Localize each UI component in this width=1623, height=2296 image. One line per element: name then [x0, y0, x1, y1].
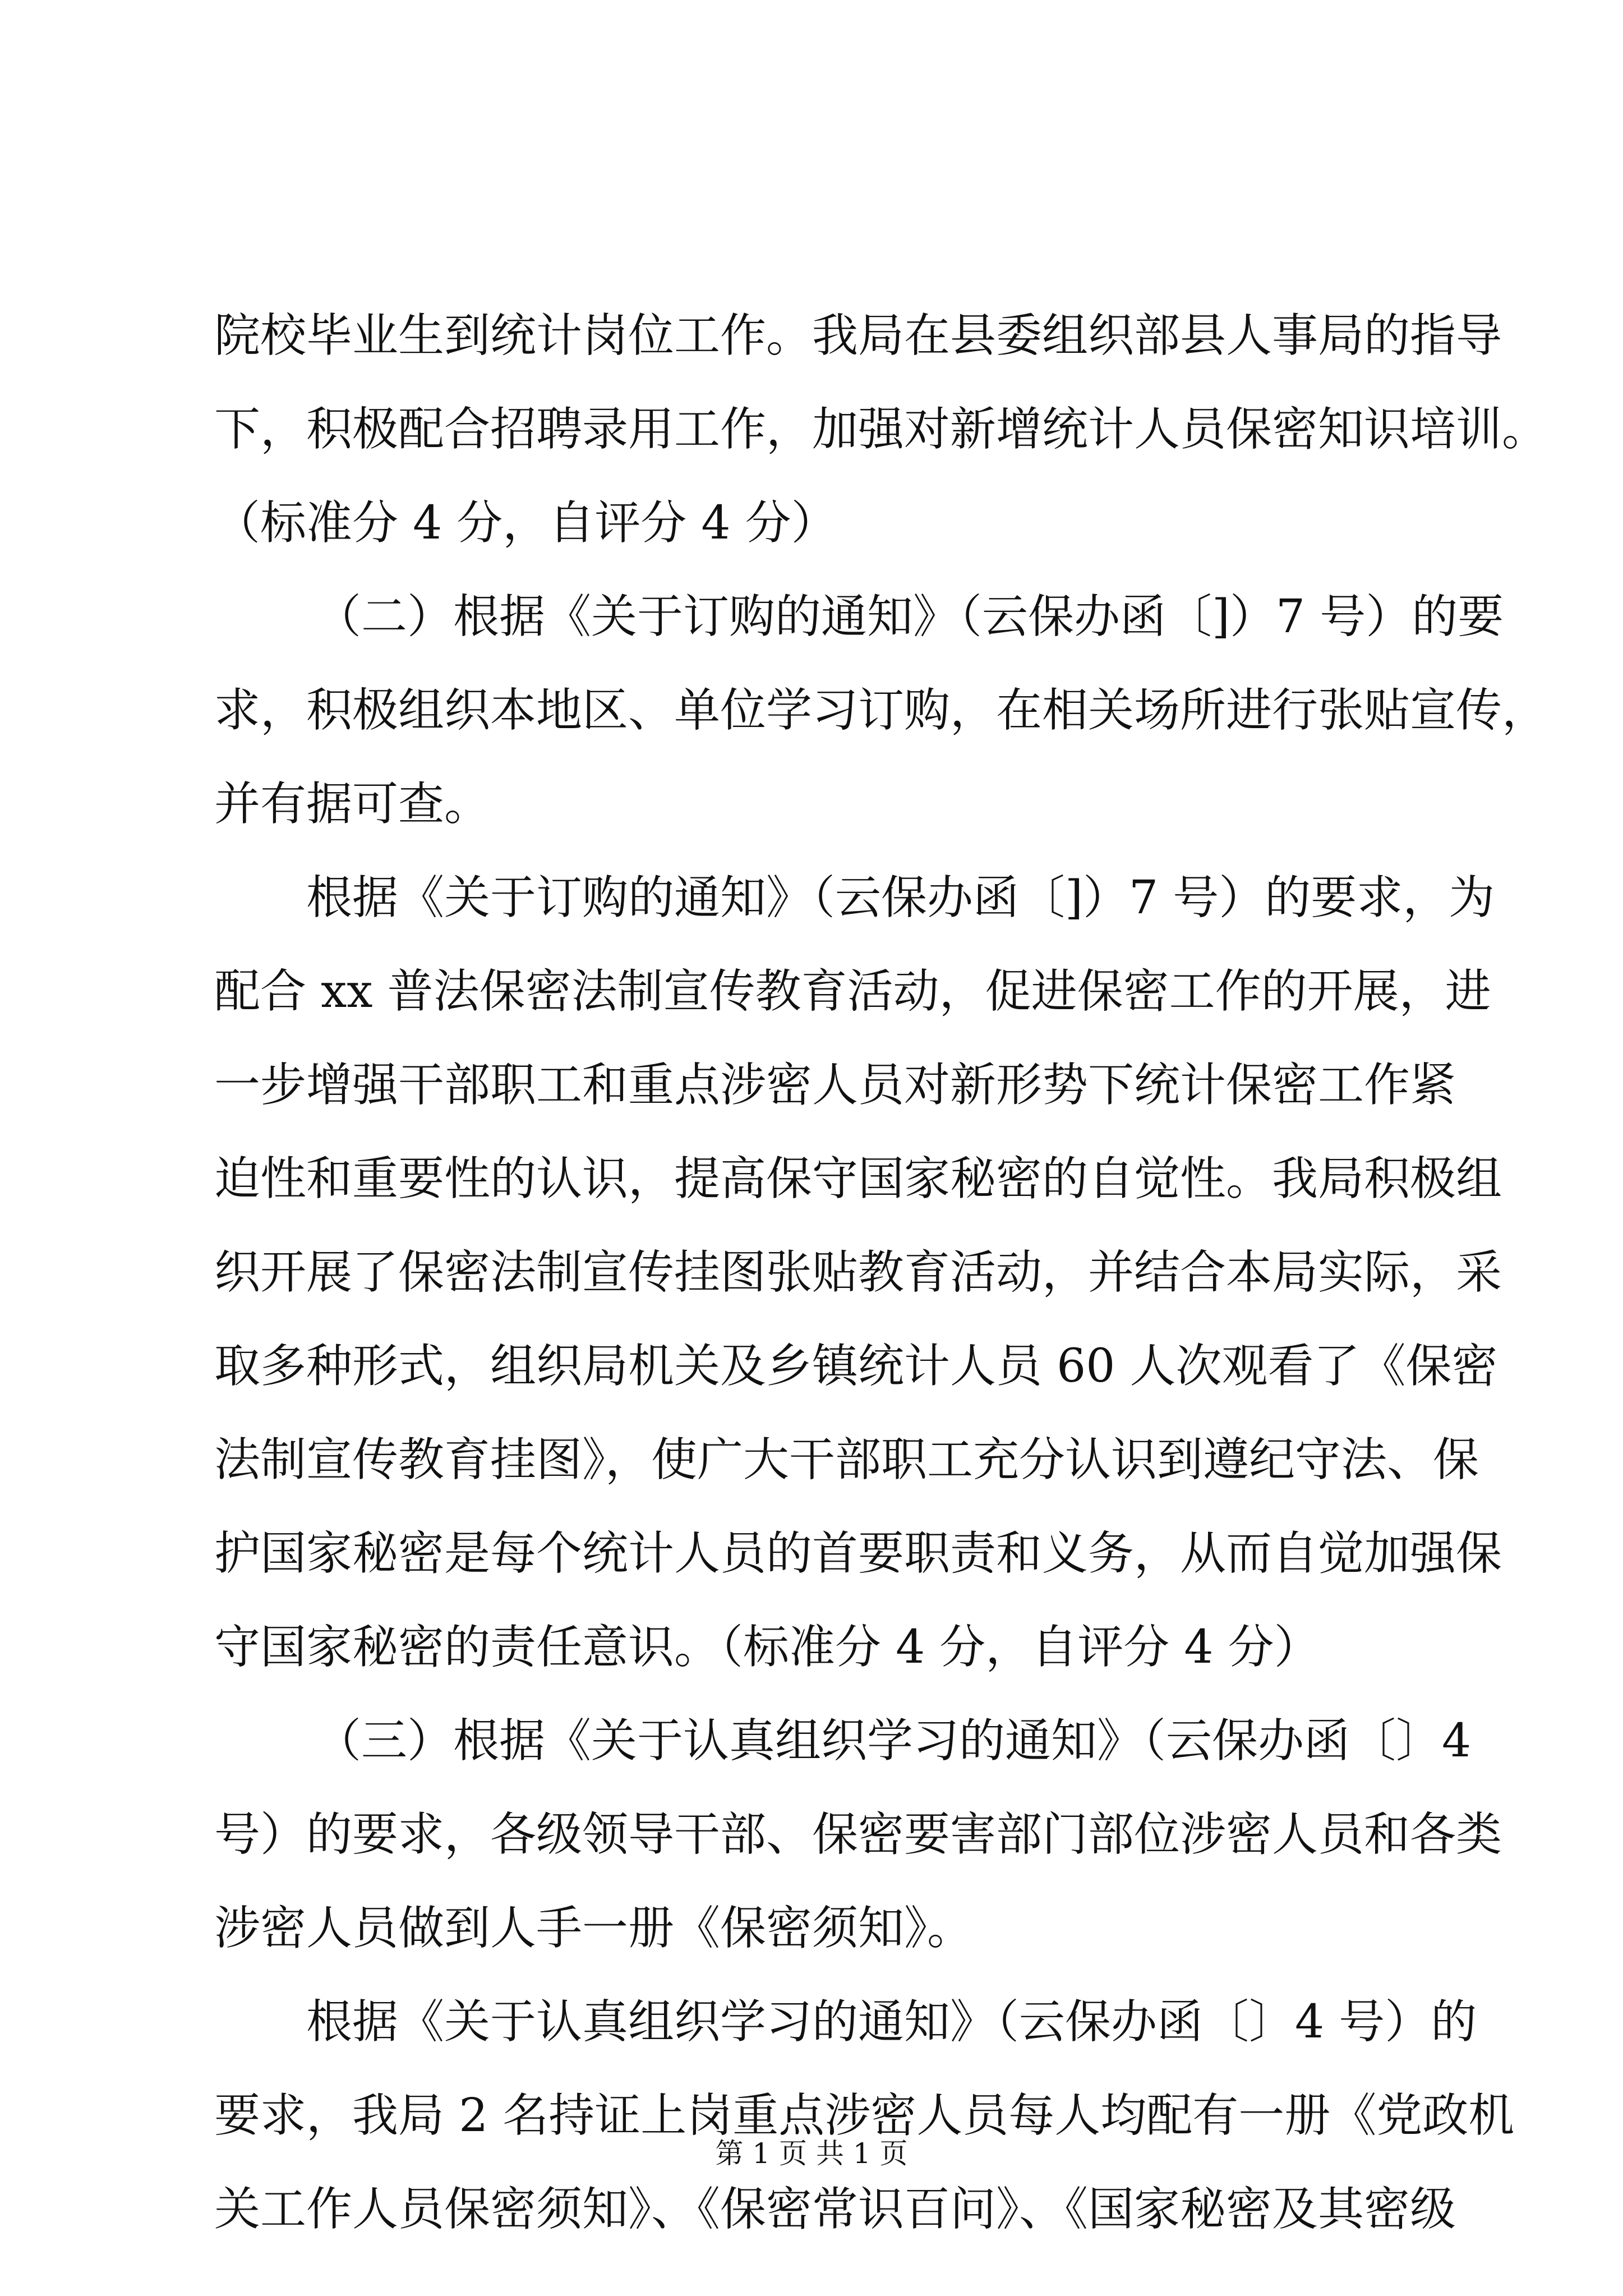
- text-line: 涉密人员做到人手一册《保密须知》。: [214, 1902, 974, 1955]
- text-line: （标准分 4 分，自评分 4 分）: [214, 496, 837, 550]
- text-line: 要求，我局 2 名持证上岗重点涉密人员每人均配有一册《党政机: [214, 2089, 1515, 2142]
- text-line: 院校毕业生到统计岗位工作。我局在县委组织部县人事局的指导: [214, 309, 1502, 362]
- section-heading-line: （二）根据《关于订购的通知》（云保办函〔]）7 号）的要: [315, 590, 1504, 643]
- text-line: 织开展了保密法制宣传挂图张贴教育活动，并结合本局实际，采: [214, 1246, 1502, 1299]
- text-line: 并有据可查。: [214, 777, 491, 831]
- text-line: 法制宣传教育挂图》，使广大干部职工充分认识到遵纪守法、保: [214, 1433, 1479, 1487]
- paragraph-first-line: 根据《关于认真组织学习的通知》（云保办函〔〕4 号）的: [306, 1995, 1477, 2049]
- text-line: 求，积极组织本地区、单位学习订购，在相关场所进行张贴宣传，: [214, 684, 1548, 737]
- section-heading-line: （三）根据《关于认真组织学习的通知》（云保办函〔〕4: [315, 1714, 1472, 1768]
- text-line: 护国家秘密是每个统计人员的首要职责和义务，从而自觉加强保: [214, 1527, 1502, 1580]
- text-line: 号）的要求，各级领导干部、保密要害部门部位涉密人员和各类: [214, 1808, 1502, 1861]
- text-line: 守国家秘密的责任意识。（标准分 4 分，自评分 4 分）: [214, 1621, 1320, 1674]
- page-number-footer: 第 1 页 共 1 页: [715, 2137, 908, 2170]
- text-line: 取多种形式，组织局机关及乡镇统计人员 60 人次观看了《保密: [214, 1340, 1498, 1393]
- text-line: 下，积极配合招聘录用工作，加强对新增统计人员保密知识培训。: [214, 403, 1548, 456]
- text-line: 一步增强干部职工和重点涉密人员对新形势下统计保密工作紧: [214, 1059, 1456, 1112]
- text-line: 配合 xx 普法保密法制宣传教育活动，促进保密工作的开展，进: [214, 965, 1491, 1018]
- text-line: 迫性和重要性的认识，提高保守国家秘密的自觉性。我局积极组: [214, 1152, 1502, 1205]
- text-line: 关工作人员保密须知》、《保密常识百问》、《国家秘密及其密级: [214, 2183, 1456, 2236]
- document-body: [214, 289, 1548, 2256]
- paragraph-first-line: 根据《关于订购的通知》（云保办函〔]）7 号）的要求，为: [306, 871, 1495, 924]
